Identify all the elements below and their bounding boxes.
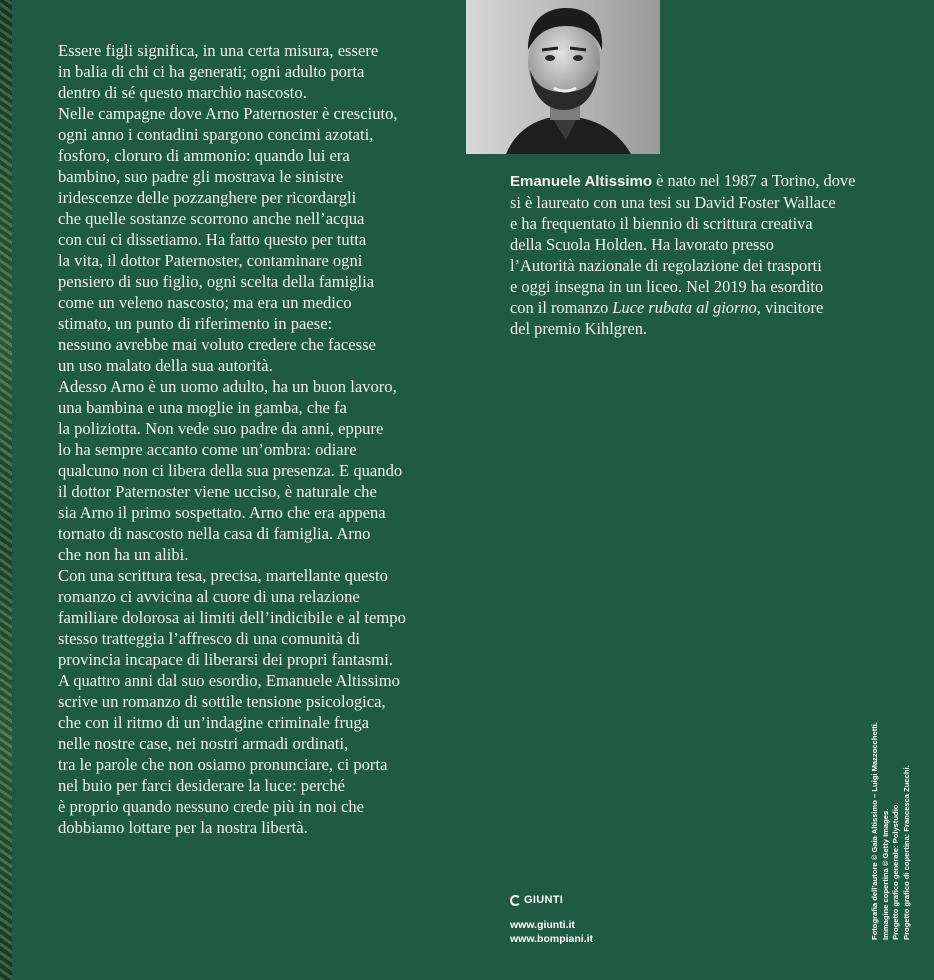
author-bio — [510, 170, 915, 339]
bio-line: l’Autorità nazionale di regolazione dei trasporti — [510, 256, 822, 275]
blurb-line: è proprio quando nessuno crede più in noi che — [58, 797, 364, 816]
bio-line-suffix: , vincitore — [756, 298, 824, 317]
blurb-line: lo ha sempre accanto come un’ombra: odiare — [58, 440, 357, 459]
blurb-line: la vita, il dottor Paternoster, contaminare ogni — [58, 251, 363, 270]
blurb-line: Nelle campagne dove Arno Paternoster è cresciuto, — [58, 104, 398, 123]
blurb-line: nelle nostre case, nei nostri armadi ordinati, — [58, 734, 349, 753]
author-name: Emanuele Altissimo — [510, 173, 652, 190]
image-credits — [870, 710, 912, 940]
bio-line: del premio Kihlgren. — [510, 319, 648, 338]
blurb-line: iridescenze delle pozzanghere per ricordargli — [58, 188, 357, 207]
bio-line: della Scuola Holden. Ha lavorato presso — [510, 235, 774, 254]
blurb-line: la poliziotta. Non vede suo padre da anni, eppure — [58, 419, 384, 438]
blurb-line: una bambina e una moglie in gamba, che fa — [58, 398, 347, 417]
credit-line: Progetto grafico di copertina: Francesca Zucchi. — [901, 765, 911, 940]
blurb-line: Con una scrittura tesa, precisa, martellante questo — [58, 566, 388, 585]
blurb-line: romanzo ci avvicina al cuore di una relazione — [58, 587, 360, 606]
url-bompiani[interactable]: www.bompiani.it — [510, 933, 594, 945]
blurb-line: familiare dolorosa ai limiti dell’indicibile e al tempo — [58, 608, 406, 627]
blurb-line: il dottor Paternoster viene ucciso, è naturale che — [58, 482, 377, 501]
blurb-line: tornato di nascosto nella casa di famiglia. Arno — [58, 524, 371, 543]
credit-line: Immagine copertina © Getty Images. — [880, 808, 890, 940]
cover-edge-strip — [0, 0, 12, 980]
blurb-line: dentro di sé questo marchio nascosto. — [58, 83, 307, 102]
blurb-line: nel buio per farci desiderare la luce: perché — [58, 776, 346, 795]
blurb-line: stimato, un punto di riferimento in paese: — [58, 314, 333, 333]
url-giunti[interactable]: www.giunti.it — [510, 919, 575, 931]
blurb-line: dobbiamo lottare per la nostra libertà. — [58, 818, 308, 837]
blurb-line: scrive un romanzo di sottile tensione psicologica, — [58, 692, 386, 711]
blurb-line: con cui ci dissetiamo. Ha fatto questo per tutta — [58, 230, 367, 249]
blurb-line: fosforo, cloruro di ammonio: quando lui era — [58, 146, 350, 165]
giunti-logo-text: GIUNTI — [524, 894, 564, 906]
bio-line-prefix: con il romanzo — [510, 298, 613, 317]
blurb-line: A quattro anni dal suo esordio, Emanuele Altissimo — [58, 671, 400, 690]
bio-line: si è laureato con una tesi su David Foster Wallace — [510, 193, 836, 212]
credit-line: Progetto grafico generale: Polystudio. — [891, 802, 900, 940]
blurb-line: Essere figli significa, in una certa misura, essere — [58, 41, 379, 60]
bio-first-line — [510, 170, 915, 192]
blurb-line: Adesso Arno è un uomo adulto, ha un buon lavoro, — [58, 377, 397, 396]
publisher-block — [510, 894, 593, 946]
bio-line: e oggi insegna in un liceo. Nel 2019 ha esordito — [510, 277, 824, 296]
blurb-line: nessuno avrebbe mai voluto credere che facesse — [58, 335, 376, 354]
bio-line: e ha frequentato il biennio di scrittura creativa — [510, 214, 813, 233]
blurb-line: che non ha un alibi. — [58, 545, 189, 564]
credit-line: Fotografia dell’autore © Gaia Altissimo – Luigi Mazzocchetti. — [870, 722, 879, 940]
bio-line-with-title — [510, 297, 915, 318]
author-photo — [466, 0, 660, 154]
blurb-line: tra le parole che non osiamo pronunciare, ci porta — [58, 755, 388, 774]
blurb-line: come un veleno nascosto; ma era un medico — [58, 293, 352, 312]
bio-line-rest: è nato nel 1987 a Torino, dove — [652, 171, 856, 190]
blurb-line: sia Arno il primo sospettato. Arno che era appena — [58, 503, 386, 522]
blurb-line: qualcuno non ci libera della sua presenza. E quando — [58, 461, 403, 480]
blurb-line: provincia incapace di liberarsi dei propri fantasmi. — [58, 650, 393, 669]
blurb-line: in balia di chi ci ha generati; ogni adulto porta — [58, 62, 365, 81]
blurb-line: un uso malato della sua autorità. — [58, 356, 273, 375]
book-title: Luce rubata al giorno — [612, 298, 757, 317]
blurb-line: pensiero di suo figlio, ogni scelta della famiglia — [58, 272, 375, 291]
back-cover-blurb — [58, 40, 438, 838]
blurb-line: bambino, suo padre gli mostrava le sinistre — [58, 167, 344, 186]
giunti-logo-icon — [510, 895, 521, 906]
blurb-line: ogni anno i contadini spargono concimi azotati, — [58, 125, 374, 144]
author-portrait-illustration — [466, 0, 660, 154]
publisher-urls — [510, 918, 593, 946]
giunti-logo — [510, 894, 593, 906]
blurb-line: stesso tratteggia l’affresco di una comunità di — [58, 629, 360, 648]
blurb-line: che con il ritmo di un’indagine criminale fruga — [58, 713, 370, 732]
blurb-line: che quelle sostanze scorrono anche nell’acqua — [58, 209, 365, 228]
